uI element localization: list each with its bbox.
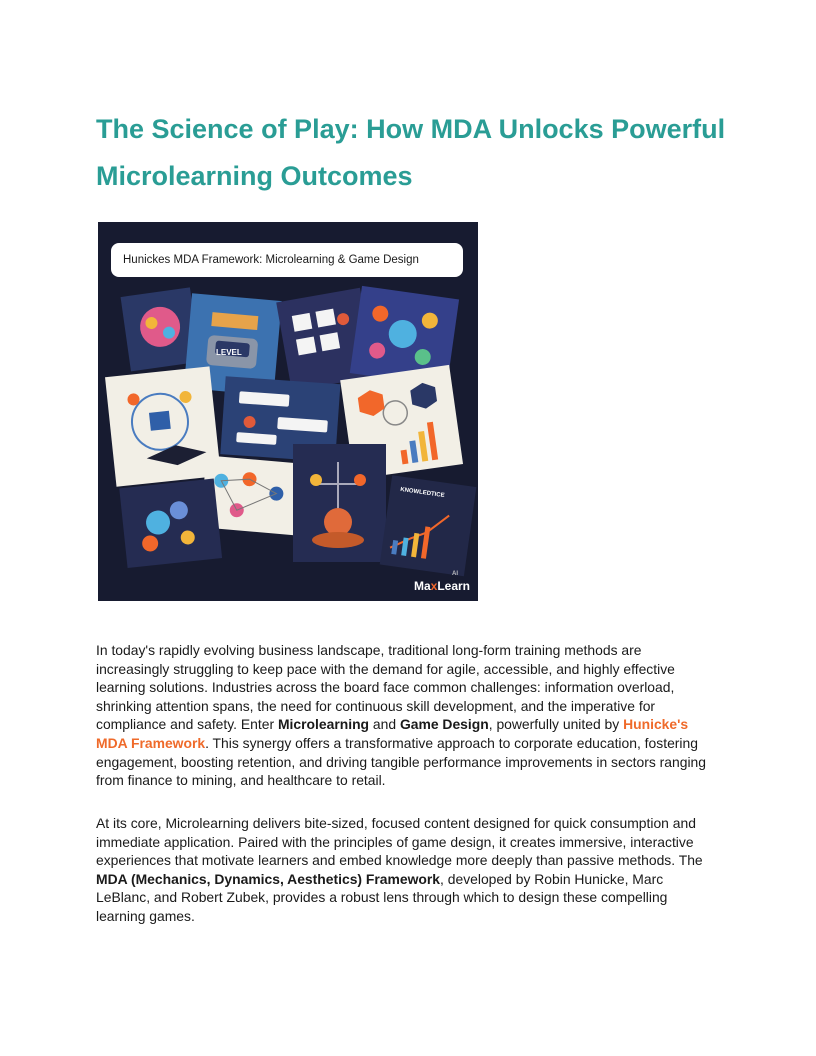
- term-game-design: Game Design: [399, 716, 489, 733]
- term-microlearning: Microlearning: [277, 716, 370, 733]
- logo-badge: AI: [452, 571, 458, 577]
- paragraph-intro: In today's rapidly evolving business landscape, traditional long-form training methods are increasingly struggling to keep pace with the demand for agile, accessible, and highly effective learning solutions. Industries across the board face common challenges: information overload, shrinking attention spans, the need for continuous skill development, and the imperative for compliance and safety. Enter Microlearning and Game Design, powerfully united by Hunicke's MDA Framework. This synergy offers a transformative approach to corporate education, fostering engagement, boosting retention, and driving tangible performance improvements in sectors ranging from finance to mining, and healthcare to retail.: [96, 642, 707, 789]
- hero-image: [98, 222, 478, 601]
- hero-banner-text: Hunickes MDA Framework: Microlearning & Game Design: [123, 254, 419, 266]
- page-title: The Science of Play: How MDA Unlocks Powerful Microlearning Outcomes: [96, 114, 726, 191]
- knowledge-label: KNOWLEDTICE: [399, 486, 445, 500]
- hero-illustration: [98, 222, 478, 601]
- level-label: LEVEL: [216, 348, 242, 357]
- paragraph-core: At its core, Microlearning delivers bite-sized, focused content designed for quick consumption and immediate application. Paired with the principles of game design, it creates immersive, interactive experiences that motivate learners and embed knowledge more deeply than passive methods. The MDA (Mechanics, Dynamics, Aesthetics) Framework, developed by Robin Hunicke, Marc LeBlanc, and Robert Zubek, provides a robust lens through which to design these compelling learning games.: [96, 815, 703, 924]
- maxlearn-logo: MaxLearn AI: [413, 571, 470, 593]
- term-mda-framework: MDA (Mechanics, Dynamics, Aesthetics) Framework: [96, 870, 441, 887]
- mda-framework-link[interactable]: Hunicke's MDA Framework: [96, 716, 689, 751]
